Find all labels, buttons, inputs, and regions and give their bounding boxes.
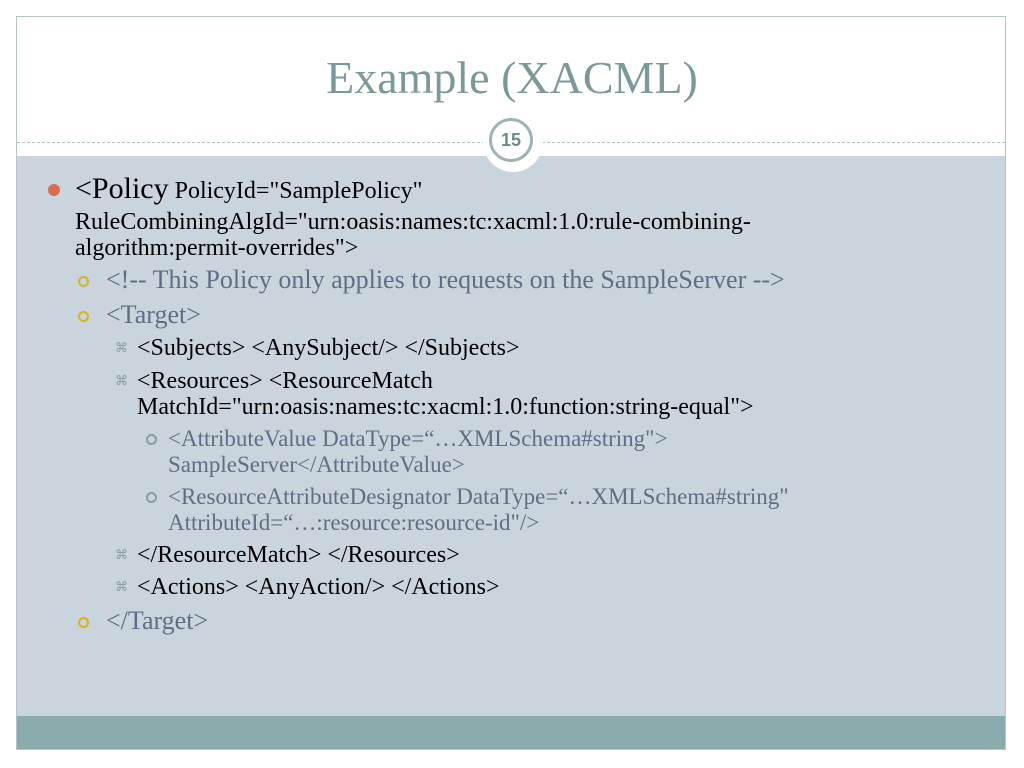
designator-line-1: <ResourceAttributeDesignator DataType=“…XMLSchema#string" — [168, 484, 789, 509]
designator-line-2: AttributeId=“…:resource:resource-id"/> — [168, 510, 540, 535]
slide-title: Example (XACML) — [326, 52, 698, 103]
policy-line-3: algorithm:permit-overrides"> — [75, 235, 359, 261]
resources-line-2: MatchId="urn:oasis:names:tc:xacml:1.0:function:string-equal"> — [137, 394, 754, 420]
star-bullet-icon: ⌘ — [115, 548, 128, 563]
target-close-line: </Target> — [106, 606, 209, 635]
small-hollow-circle-bullet-icon — [146, 434, 157, 445]
star-bullet-icon: ⌘ — [115, 374, 128, 389]
policy-line-1 — [75, 172, 423, 205]
resource-match-close-line: </ResourceMatch> </Resources> — [137, 542, 460, 568]
star-bullet-icon: ⌘ — [115, 341, 128, 356]
target-open-line: <Target> — [106, 300, 201, 329]
small-hollow-circle-bullet-icon — [146, 492, 157, 503]
policy-tag: <Policy — [75, 172, 169, 205]
subjects-line: <Subjects> <AnySubject/> </Subjects> — [137, 335, 520, 361]
star-bullet-icon: ⌘ — [115, 580, 128, 595]
comment-line: <!-- This Policy only applies to requests on the SampleServer --> — [106, 265, 785, 294]
actions-line: <Actions> <AnyAction/> </Actions> — [137, 574, 500, 600]
hollow-circle-bullet-icon — [78, 311, 89, 322]
footer-bar — [17, 716, 1005, 749]
policy-line-2: RuleCombiningAlgId="urn:oasis:names:tc:xacml:1.0:rule-combining- — [75, 209, 751, 235]
attribute-value-line-1: <AttributeValue DataType=“…XMLSchema#string"> — [168, 426, 668, 451]
filled-circle-bullet-icon — [48, 184, 60, 196]
resources-line-1: <Resources> <ResourceMatch — [137, 368, 433, 394]
slide-number-badge: 15 — [489, 118, 533, 162]
hollow-circle-bullet-icon — [78, 276, 89, 287]
policy-id: PolicyId="SamplePolicy" — [168, 178, 423, 204]
hollow-circle-bullet-icon — [78, 617, 89, 628]
attribute-value-line-2: SampleServer</AttributeValue> — [168, 452, 465, 477]
